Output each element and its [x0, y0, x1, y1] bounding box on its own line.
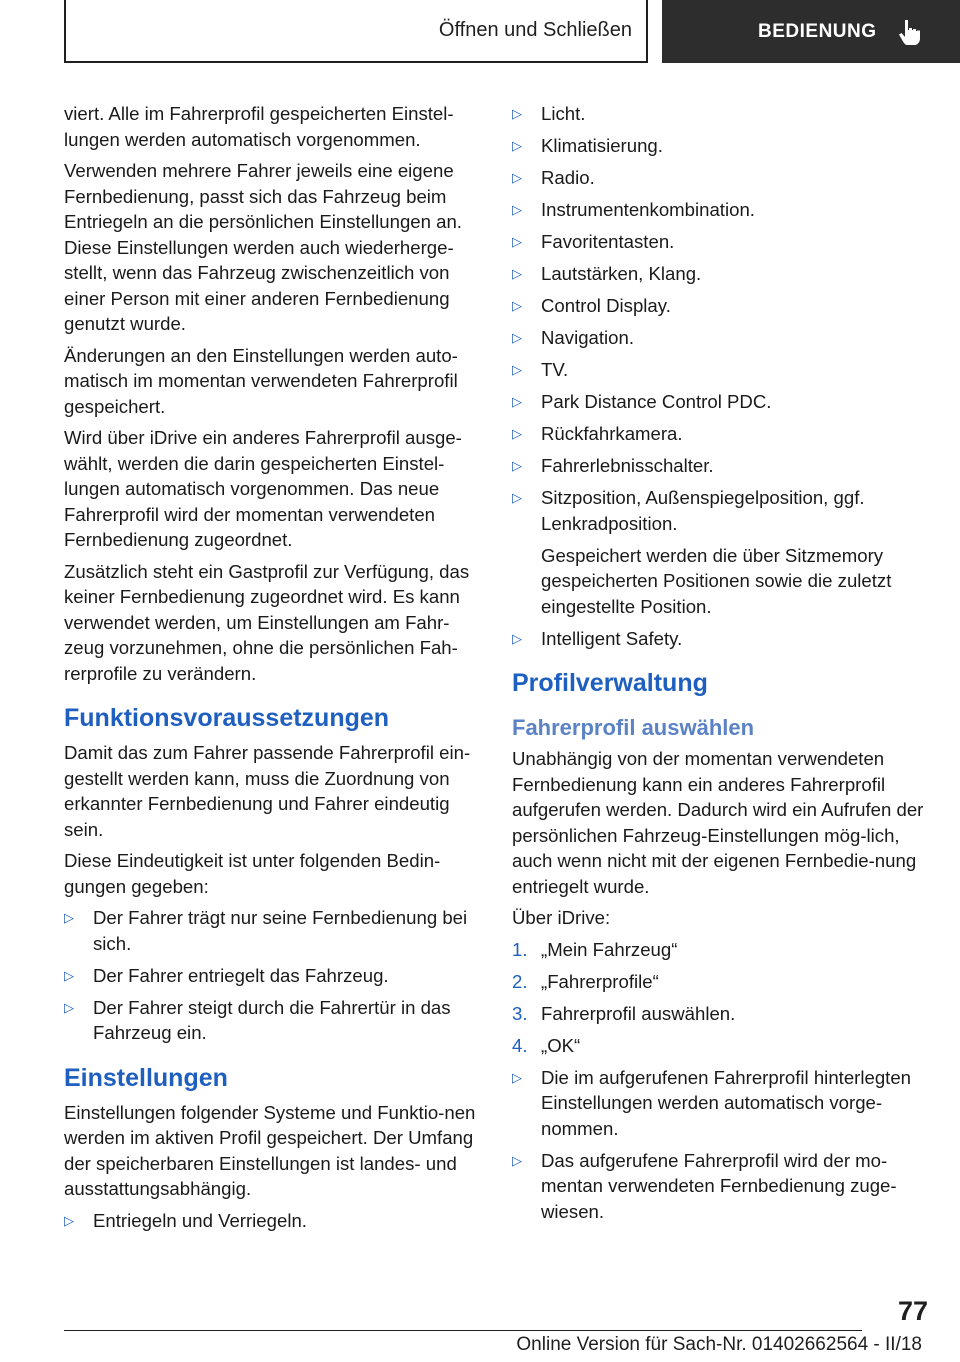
right-column — [512, 101, 930, 1231]
paragraph: viert. Alle im Fahrerprofil gespeicherten Einstel-lungen werden automatisch vorgenommen. — [64, 103, 454, 150]
triangle-bullet-icon: ▷ — [512, 138, 522, 153]
section-title: Öffnen und Schließen — [438, 19, 632, 41]
list-item: ▷ Park Distance Control PDC. — [512, 389, 930, 415]
step-number: 2. — [512, 970, 528, 992]
chapter-title: BEDIENUNG — [758, 20, 877, 42]
list-item: ▷ Der Fahrer trägt nur seine Fernbedienung bei sich. — [64, 905, 480, 956]
step-number: 3. — [512, 1002, 528, 1024]
paragraph: Änderungen an den Einstellungen werden auto-matisch im momentan verwendeten Fahrerprofil gespeichert. — [64, 344, 458, 417]
list-item: ▷ Klimatisierung. — [512, 133, 930, 159]
triangle-bullet-icon: ▷ — [512, 1069, 522, 1085]
triangle-bullet-icon: ▷ — [64, 910, 74, 925]
paragraph: Über iDrive: — [512, 907, 611, 928]
paragraph: Einstellungen folgender Systeme und Funktio-nen werden im aktiven Profil gespeichert. Der Umfang der speicherbaren Einstellungen ist landes- und ausstattungsabhängig. — [64, 1101, 476, 1199]
section-header — [64, 0, 648, 63]
list-item: ▷ Instrumentenkombination. — [512, 197, 930, 223]
paragraph: Wird über iDrive ein anderes Fahrerprofil ausge-wählt, werden die darin gespeicherten Einstel-lungen automatisch vorgenommen. Das neue Fahrerprofil wird der momentan verwendeten Fernbedienung zugeordnet. — [64, 427, 462, 550]
triangle-bullet-icon: ▷ — [512, 630, 522, 646]
list-item: ▷ Entriegeln und Verriegeln. — [64, 1208, 480, 1234]
step-number: 4. — [512, 1034, 528, 1056]
left-column — [64, 101, 480, 1240]
list-item: ▷ Der Fahrer entriegelt das Fahrzeug. — [64, 963, 480, 989]
seat-memory-note: Gespeichert werden die über Sitzmemory gespeicherten Positionen sowie die zuletzt eingestellte Position. — [541, 544, 892, 617]
list-item: ▷ Favoritentasten. — [512, 229, 930, 255]
list-item: ▷ Control Display. — [512, 293, 930, 319]
heading-einstellungen: Einstellungen — [64, 1063, 228, 1092]
triangle-bullet-icon: ▷ — [512, 266, 522, 281]
triangle-bullet-icon: ▷ — [64, 1212, 74, 1228]
paragraph: Verwenden mehrere Fahrer jeweils eine eigene Fernbedienung, passt sich das Fahrzeug beim Entriegeln an die persönlichen Einstellungen an. Diese Einstellungen werden auch wiederherge-stellt, wenn das Fahrzeug zwischenzeitlich von einer Person mit einer anderen Fernbedienung genutzt wurde. — [64, 160, 462, 334]
list-item: ▷ Intelligent Safety. — [512, 626, 930, 652]
footer-divider — [64, 1330, 862, 1331]
list-item: ▷ Fahrerlebnisschalter. — [512, 453, 930, 479]
triangle-bullet-icon: ▷ — [512, 202, 522, 217]
heading-fahrerprofil-auswaehlen: Fahrerprofil auswählen — [512, 715, 755, 740]
list-item: ▷ Sitzposition, Außenspiegelposition, ggf. Lenkradposition. — [512, 485, 930, 536]
online-version-note: Online Version für Sach-Nr. 01402662564 - II/18 — [516, 1334, 922, 1355]
list-item: ▷ Radio. — [512, 165, 930, 191]
list-item: ▷ Die im aufgerufenen Fahrerprofil hinterlegten Einstellungen werden automatisch vorge-nommen. — [512, 1065, 930, 1142]
list-item: ▷ Das aufgerufene Fahrerprofil wird der mo-mentan verwendeten Fernbedienung zuge-wiesen. — [512, 1148, 930, 1225]
triangle-bullet-icon: ▷ — [512, 298, 522, 313]
paragraph: Damit das zum Fahrer passende Fahrerprofil ein-gestellt werden kann, muss die Zuordnung von erkannter Fernbedienung und Fahrer eindeutig sein. — [64, 742, 471, 840]
triangle-bullet-icon: ▷ — [64, 999, 74, 1015]
triangle-bullet-icon: ▷ — [512, 170, 522, 185]
triangle-bullet-icon: ▷ — [64, 967, 74, 983]
triangle-bullet-icon: ▷ — [512, 106, 522, 121]
triangle-bullet-icon: ▷ — [512, 490, 522, 505]
heading-profilverwaltung: Profilverwaltung — [512, 669, 708, 697]
paragraph: Diese Eindeutigkeit ist unter folgenden Bedin-gungen gegeben: — [64, 850, 441, 897]
step-item: 3. Fahrerprofil auswählen. — [512, 1001, 930, 1027]
triangle-bullet-icon: ▷ — [512, 362, 522, 377]
list-item: ▷ Rückfahrkamera. — [512, 421, 930, 447]
triangle-bullet-icon: ▷ — [512, 330, 522, 345]
paragraph: Unabhängig von der momentan verwendeten Fernbedienung kann ein anderes Fahrerprofil aufgerufen werden. Dadurch wird ein Aufrufen der persönlichen Fahrzeug-Einstellungen mög-lich, auch wenn nicht mit der eigenen Fernbedie-nung entriegelt wurde. — [512, 748, 924, 897]
step-item: 4. „OK“ — [512, 1033, 930, 1059]
chapter-header — [662, 0, 960, 63]
triangle-bullet-icon: ▷ — [512, 426, 522, 441]
list-item: ▷ Licht. — [512, 101, 930, 127]
heading-funktionsvoraussetzungen: Funktionsvoraussetzungen — [64, 704, 390, 732]
list-item: ▷ TV. — [512, 357, 930, 383]
triangle-bullet-icon: ▷ — [512, 234, 522, 249]
triangle-bullet-icon: ▷ — [512, 1152, 522, 1168]
triangle-bullet-icon: ▷ — [512, 458, 522, 473]
list-item: ▷ Der Fahrer steigt durch die Fahrertür in das Fahrzeug ein. — [64, 995, 480, 1046]
paragraph: Zusätzlich steht ein Gastprofil zur Verfügung, das keiner Fernbedienung zugeordnet wird. Es kann verwendet werden, um Einstellungen am Fahr-zeug vorzunehmen, ohne die persönlichen Fah-rerprofile zu verändern. — [64, 560, 470, 684]
list-item: ▷ Lautstärken, Klang. — [512, 261, 930, 287]
step-number: 1. — [512, 938, 528, 960]
triangle-bullet-icon: ▷ — [512, 394, 522, 409]
hand-pointing-icon — [897, 19, 921, 45]
list-item: ▷ Navigation. — [512, 325, 930, 351]
page-number: 77 — [897, 1296, 928, 1326]
step-item: 2. „Fahrerprofile“ — [512, 969, 930, 995]
step-item: 1. „Mein Fahrzeug“ — [512, 937, 930, 963]
